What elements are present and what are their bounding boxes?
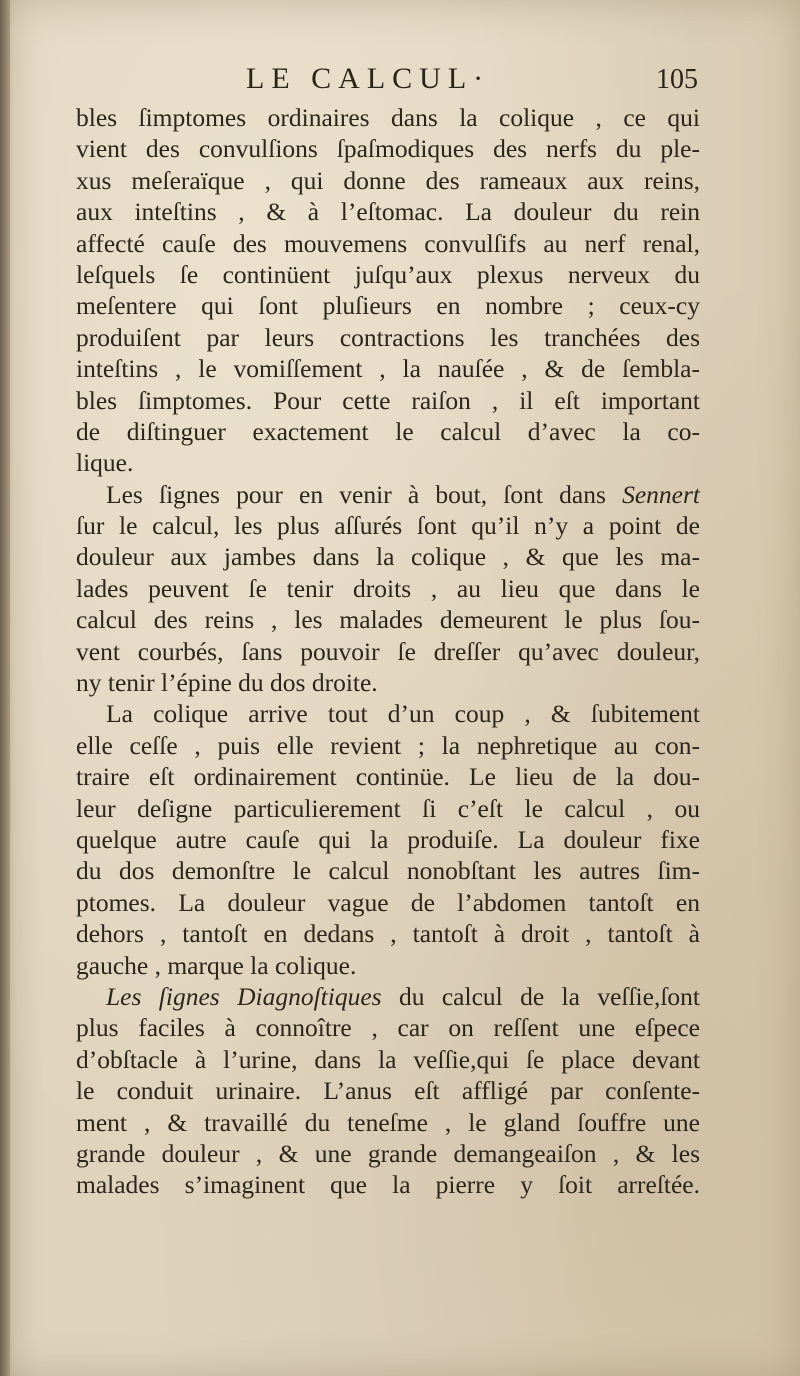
text-line: elle ceſſe , puis elle revient ; la nephretique au con- (76, 730, 700, 760)
running-head (78, 62, 698, 102)
text-line: ny tenir l’épine du dos droite. (76, 668, 378, 698)
text-line: grande douleur , & une grande demangeaiſon , & les (76, 1138, 700, 1168)
text-line: lique. (76, 448, 134, 478)
text-line: inteſtins , le vomiſſement , la nauſée , & de ſembla- (76, 354, 700, 384)
text-line (76, 981, 700, 1012)
body-text (76, 102, 700, 1201)
page-gutter (0, 0, 10, 1376)
page-number: 105 (656, 64, 698, 95)
text-span: du calcul de la veſſie,ſont (381, 981, 700, 1011)
text-line: La colique arrive tout d’un coup , & ſubitement (106, 699, 700, 729)
paragraph (76, 981, 700, 1201)
text-line: gauche , marque la colique. (76, 950, 357, 980)
text-span: Les ſignes pour en venir à bout, ſont dans (106, 479, 623, 509)
paragraph (76, 479, 700, 699)
text-line: malades s’imaginent que la pierre y ſoit arreſtée. (76, 1170, 700, 1200)
text-line: vent courbés, ſans pouvoir ſe dreſſer qu’avec douleur, (76, 636, 700, 666)
text-line: plus faciles à connoître , car on reſſent une eſpece (76, 1013, 700, 1043)
italic-name: Sennert (622, 479, 700, 509)
text-line: vient des convulſions ſpaſmodiques des nerfs du ple- (76, 134, 700, 164)
text-line: ptomes. La douleur vague de l’abdomen tantoſt en (76, 887, 700, 917)
text-line: quelque autre cauſe qui la produiſe. La douleur fixe (76, 824, 700, 854)
text-line: bles ſimptomes ordinaires dans la colique , ce qui (76, 103, 700, 132)
text-line: produiſent par leurs contractions les tranchées des (76, 322, 700, 352)
text-line (76, 479, 700, 510)
text-line: douleur aux jambes dans la colique , & que les ma- (76, 542, 700, 572)
text-line: leur deſigne particulierement ſi c’eſt le calcul , ou (76, 793, 700, 823)
text-line: meſentere qui ſont pluſieurs en nombre ; ceux-cy (76, 291, 700, 321)
text-line: leſquels ſe continüent juſqu’aux plexus nerveux du (76, 259, 700, 289)
text-line: ment , & travaillé du teneſme , le gland ſouffre une (76, 1107, 700, 1137)
text-line: xus meſeraïque , qui donne des rameaux aux reins, (76, 165, 700, 195)
paragraph (76, 102, 700, 479)
text-line: affecté cauſe des mouvemens convulſifs au nerf renal, (76, 228, 700, 258)
text-line: du dos demonſtre le calcul nonobſtant les autres ſim- (76, 856, 700, 886)
text-line: lades peuvent ſe tenir droits , au lieu que dans le (76, 573, 700, 603)
text-line: ſur le calcul, les plus aſſurés ſont qu’il n’y a point de (76, 511, 700, 541)
text-line: bles ſimptomes. Pour cette raiſon , il eſt important (76, 385, 700, 415)
italic-heading: Les ſignes Diagnoſtiques (106, 981, 382, 1011)
text-line: traire eſt ordinairement continüe. Le lieu de la dou- (76, 762, 700, 792)
paragraph (76, 698, 700, 981)
text-line: d’obſtacle à l’urine, dans la veſſie,qui ſe place devant (76, 1044, 700, 1074)
text-line: le conduit urinaire. L’anus eſt affligé par conſente- (76, 1076, 700, 1106)
text-line: aux inteſtins , & à l’eſtomac. La douleur du rein (76, 197, 700, 227)
text-line: dehors , tantoſt en dedans , tantoſt à droit , tantoſt à (76, 919, 700, 949)
text-line: calcul des reins , les malades demeurent le plus ſou- (76, 605, 700, 635)
running-head-title: LE CALCUL· (246, 62, 491, 95)
text-line: de diſtinguer exactement le calcul d’avec la co- (76, 416, 700, 446)
